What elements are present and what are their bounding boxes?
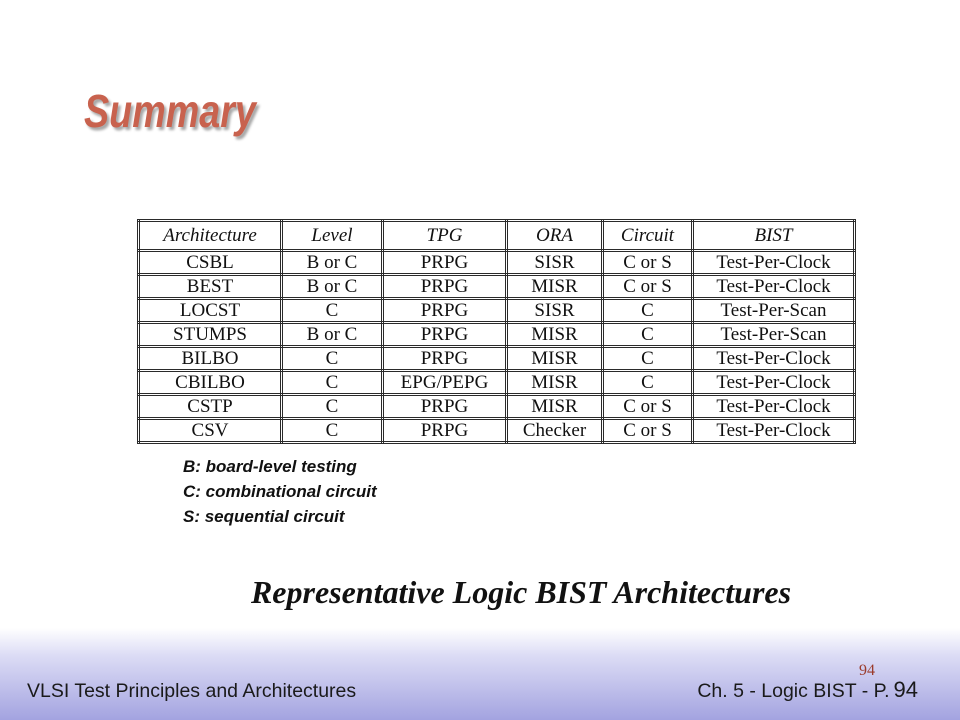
header-circuit: Circuit (603, 221, 693, 251)
cell-circuit: C or S (603, 419, 693, 443)
slide-title: Summary (84, 85, 256, 137)
cell-bist: Test-Per-Clock (693, 251, 855, 275)
cell-ora: MISR (507, 371, 603, 395)
cell-ora: MISR (507, 323, 603, 347)
table-row (139, 251, 855, 275)
cell-circuit: C or S (603, 275, 693, 299)
cell-ora: MISR (507, 275, 603, 299)
header-architecture: Architecture (139, 221, 282, 251)
cell-architecture: CSTP (139, 395, 282, 419)
cell-bist: Test-Per-Clock (693, 395, 855, 419)
table-row (139, 275, 855, 299)
cell-architecture: CBILBO (139, 371, 282, 395)
legend-item-s: S: sequential circuit (183, 507, 345, 526)
slide-number: 94 (859, 662, 875, 679)
table-header-row (139, 221, 855, 251)
cell-bist: Test-Per-Clock (693, 419, 855, 443)
cell-architecture: CSV (139, 419, 282, 443)
cell-level: B or C (282, 251, 383, 275)
cell-bist: Test-Per-Clock (693, 347, 855, 371)
header-ora: ORA (507, 221, 603, 251)
cell-tpg: PRPG (383, 395, 507, 419)
cell-level: B or C (282, 275, 383, 299)
cell-circuit: C or S (603, 395, 693, 419)
table-row (139, 299, 855, 323)
cell-bist: Test-Per-Clock (693, 371, 855, 395)
table-row (139, 419, 855, 443)
table-caption: Representative Logic BIST Architectures (250, 574, 792, 610)
cell-architecture: CSBL (139, 251, 282, 275)
cell-tpg: PRPG (383, 419, 507, 443)
cell-circuit: C (603, 371, 693, 395)
cell-ora: MISR (507, 347, 603, 371)
header-level: Level (282, 221, 383, 251)
cell-architecture: BILBO (139, 347, 282, 371)
cell-level: C (282, 347, 383, 371)
abbreviation-legend (183, 454, 377, 529)
cell-tpg: PRPG (383, 347, 507, 371)
header-bist: BIST (693, 221, 855, 251)
cell-bist: Test-Per-Scan (693, 323, 855, 347)
table-row (139, 347, 855, 371)
cell-architecture: LOCST (139, 299, 282, 323)
cell-level: B or C (282, 323, 383, 347)
header-tpg: TPG (383, 221, 507, 251)
cell-bist: Test-Per-Scan (693, 299, 855, 323)
legend-item-c: C: combinational circuit (183, 482, 377, 501)
cell-architecture: BEST (139, 275, 282, 299)
cell-tpg: PRPG (383, 251, 507, 275)
cell-level: C (282, 299, 383, 323)
cell-tpg: EPG/PEPG (383, 371, 507, 395)
cell-level: C (282, 419, 383, 443)
cell-circuit: C (603, 347, 693, 371)
footer-course-title: VLSI Test Principles and Architectures (27, 680, 357, 702)
cell-tpg: PRPG (383, 299, 507, 323)
footer-chapter-label: Ch. 5 - Logic BIST - P. (697, 680, 890, 702)
cell-tpg: PRPG (383, 275, 507, 299)
cell-circuit: C (603, 323, 693, 347)
table-row (139, 395, 855, 419)
footer-chapter-page (697, 679, 918, 702)
cell-bist: Test-Per-Clock (693, 275, 855, 299)
table-row (139, 371, 855, 395)
footer-page-number: 94 (893, 677, 918, 702)
cell-circuit: C or S (603, 251, 693, 275)
cell-ora: SISR (507, 299, 603, 323)
cell-circuit: C (603, 299, 693, 323)
cell-level: C (282, 371, 383, 395)
cell-ora: SISR (507, 251, 603, 275)
cell-level: C (282, 395, 383, 419)
table-row (139, 323, 855, 347)
footer-band (0, 628, 960, 720)
cell-ora: Checker (507, 419, 603, 443)
cell-ora: MISR (507, 395, 603, 419)
cell-architecture: STUMPS (139, 323, 282, 347)
legend-item-b: B: board-level testing (183, 457, 357, 476)
cell-tpg: PRPG (383, 323, 507, 347)
bist-architecture-table (137, 219, 856, 444)
